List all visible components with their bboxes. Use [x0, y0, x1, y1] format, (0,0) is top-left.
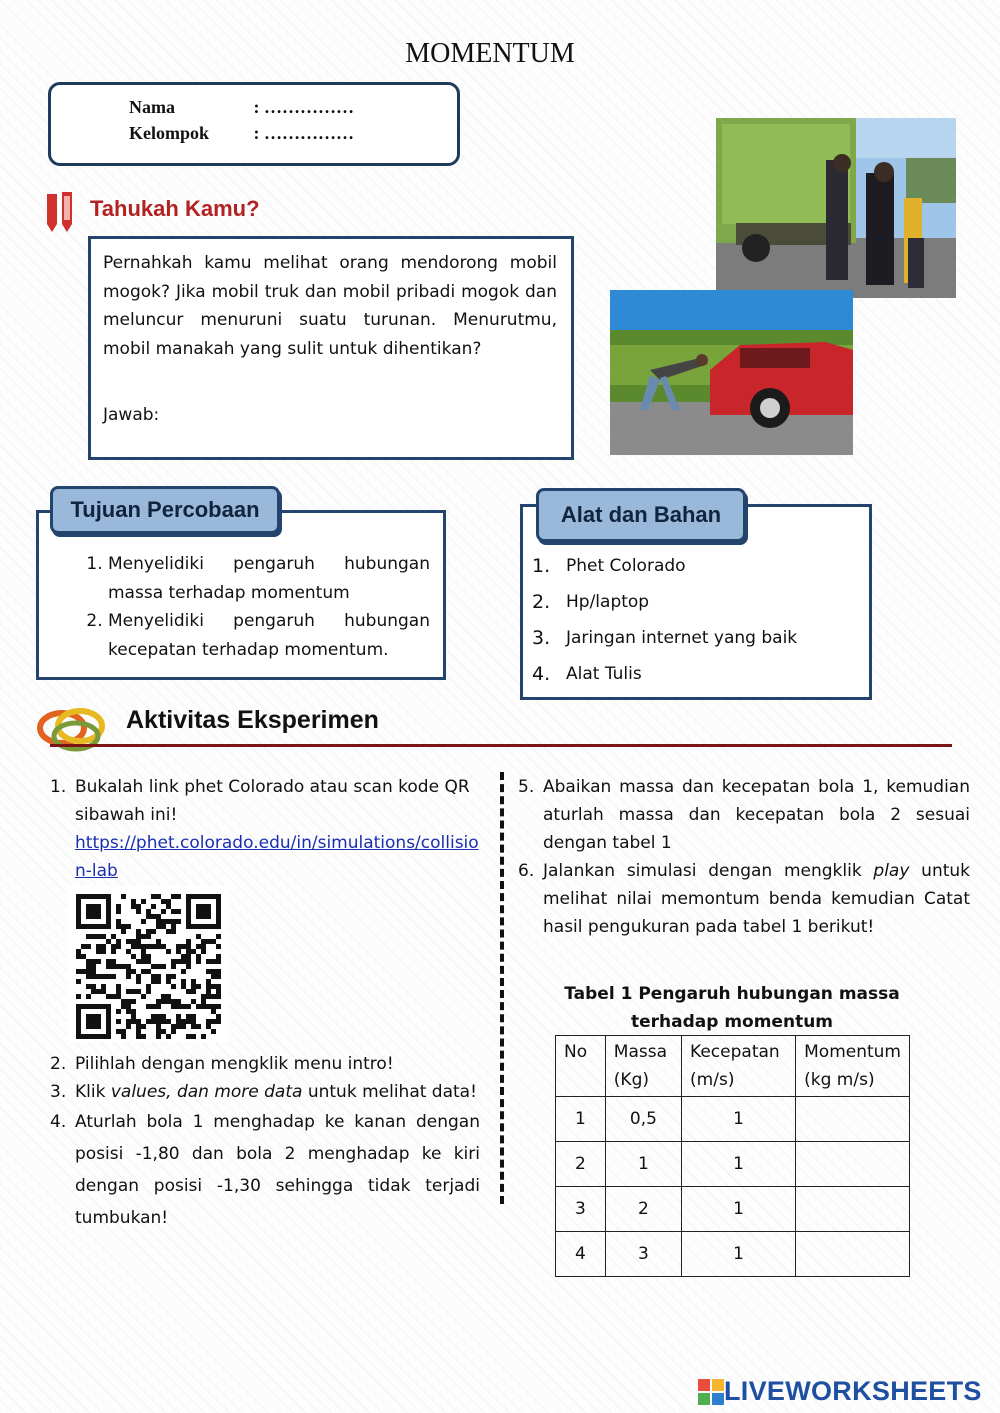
step-1: 1. Bukalah link phet Colorado atau scan kode QR sibawah ini! https://phet.colorado.edu/in/simulations/collision-lab: [50, 773, 480, 885]
step-6: 6. Jalankan simulasi dengan mengklik play untuk melihat nilai memontum benda kemudian Catat hasil pengukuran pada tabel 1 berikut!: [518, 861, 970, 937]
liveworksheets-icon: [698, 1379, 724, 1405]
alat-item: 1. Phet Colorado: [532, 555, 686, 577]
header-momentum: Momentum (kg m/s): [796, 1036, 910, 1097]
alat-item: 4. Alat Tulis: [532, 663, 642, 685]
phet-link[interactable]: https://phet.colorado.edu/in/simulations/collision-lab: [75, 833, 479, 881]
momentum-input[interactable]: [796, 1232, 910, 1277]
group-label: Kelompok: [129, 123, 210, 143]
truck-push-photo: [716, 118, 956, 298]
qr-code[interactable]: [68, 886, 228, 1042]
alat-heading: Alat dan Bahan: [536, 488, 746, 542]
steps-left: [50, 773, 480, 885]
momentum-table: [555, 1035, 910, 1277]
step-1-text: Bukalah link phet Colorado atau scan kode QR sibawah ini!: [75, 777, 470, 825]
momentum-input[interactable]: [796, 1097, 910, 1142]
step-5: 5. Abaikan massa dan kecepatan bola 1, kemudian aturlah massa dan kecepatan bola 2 sesuai dengan tabel 1: [518, 777, 970, 853]
step-2: 2. Pilihlah dengan mengklik menu intro!: [50, 1054, 394, 1074]
group-field[interactable]: : ……………: [253, 123, 354, 143]
header-no: No: [556, 1036, 606, 1097]
momentum-input[interactable]: [796, 1187, 910, 1232]
tujuan-heading: Tujuan Percobaan: [50, 486, 280, 534]
group-row: [129, 123, 354, 144]
header-kecepatan: Kecepatan (m/s): [682, 1036, 796, 1097]
aktivitas-heading: Aktivitas Eksperimen: [126, 706, 379, 734]
car-push-photo: [610, 290, 853, 455]
step-3: 3. Klik values, dan more data untuk melihat data!: [50, 1082, 477, 1102]
steps-left-2: [50, 1050, 480, 1234]
alat-item: 2. Hp/laptop: [532, 591, 650, 613]
tahukah-box: [88, 236, 574, 460]
section-divider: [50, 744, 952, 747]
header-massa: Massa (Kg): [605, 1036, 681, 1097]
table-header-row: [556, 1036, 910, 1097]
answer-label: Jawab:: [103, 405, 160, 425]
table-row: 3 2 1: [556, 1187, 910, 1232]
momentum-input[interactable]: [796, 1142, 910, 1187]
tujuan-item-1: 1. Menyelidiki pengaruh hubungan massa terhadap momentum: [108, 550, 430, 607]
name-label: Nama: [129, 97, 175, 117]
table-row: 1 0,5 1: [556, 1097, 910, 1142]
tujuan-item-2: 2. Menyelidiki pengaruh hubungan kecepatan terhadap momentum.: [108, 607, 430, 664]
table-row: 4 3 1: [556, 1232, 910, 1277]
name-field[interactable]: : ……………: [253, 97, 354, 117]
table-row: 2 1 1: [556, 1142, 910, 1187]
tujuan-list: [78, 550, 430, 664]
alat-list: [532, 548, 797, 692]
table-caption: Tabel 1 Pengaruh hubungan massa terhadap momentum: [564, 984, 900, 1032]
step-4: 4. Aturlah bola 1 menghadap ke kanan dengan posisi -1,80 dan bola 2 menghadap ke kiri dengan posisi -1,30 sehingga tidak terjadi tumbukan!: [50, 1112, 480, 1228]
name-row: [129, 97, 354, 118]
tahukah-question: Pernahkah kamu melihat orang mendorong mobil mogok? Jika mobil truk dan mobil pribadi mogok dan meluncur menuruni suatu turunan. Menurutmu, mobil manakah yang sulit untuk dihentikan?: [103, 253, 557, 359]
tahukah-heading: Tahukah Kamu?: [90, 196, 260, 221]
page-title: MOMENTUM: [405, 38, 575, 69]
alat-item: 3. Jaringan internet yang baik: [532, 627, 798, 649]
brand-text: LIVEWORKSHEETS: [724, 1376, 982, 1406]
pencil-icon: [44, 190, 78, 234]
column-divider: [500, 772, 504, 1204]
steps-right: [518, 773, 970, 941]
liveworksheets-logo: [698, 1376, 982, 1407]
identity-box: [48, 82, 460, 166]
